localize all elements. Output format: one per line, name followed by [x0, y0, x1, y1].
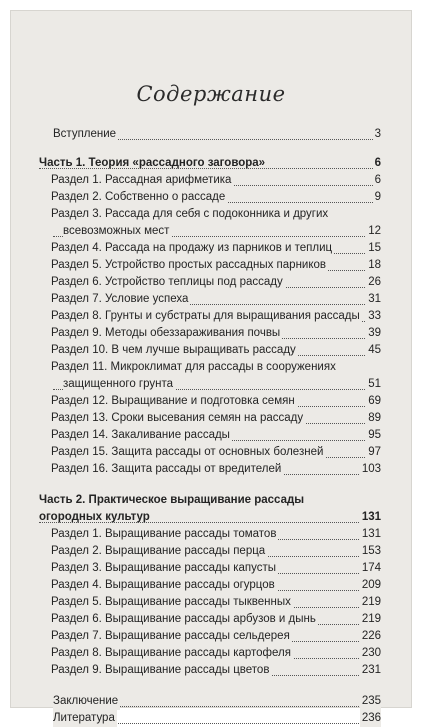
toc-page-number: 3: [373, 126, 381, 143]
toc-entry-title: Раздел 11. Микроклимат для рассады в сооружениях: [51, 361, 336, 373]
toc-page-number: 219: [360, 594, 381, 611]
toc-entry: [39, 645, 381, 662]
toc-entry: [39, 526, 381, 543]
toc-entry: [39, 342, 381, 359]
toc-page-number: 219: [360, 611, 381, 628]
toc-entry: [39, 444, 381, 461]
toc-entry: [39, 172, 381, 189]
toc-entry: [39, 560, 381, 577]
toc-entry-title: Вступление: [53, 126, 118, 143]
toc-entry: [39, 291, 381, 308]
toc-entry-title: Раздел 16. Защита рассады от вредителей: [51, 461, 283, 478]
toc-entry-title: Раздел 1. Рассадная арифметика: [51, 172, 233, 189]
toc-page-number: 153: [360, 543, 381, 560]
toc-part-1-heading: [39, 155, 381, 172]
toc-entry: [39, 325, 381, 342]
toc-entry-title: Раздел 7. Условие успеха: [51, 291, 190, 308]
toc-entry: [39, 611, 381, 628]
toc-entry-title: Раздел 9. Методы обеззараживания почвы: [51, 325, 282, 342]
toc-entry-title: Раздел 13. Сроки высевания семян на рассаду: [51, 410, 305, 427]
toc-entry: [39, 410, 381, 427]
toc-entry-title: Раздел 4. Выращивание рассады огурцов: [51, 577, 277, 594]
toc-entry-title: Раздел 6. Устройство теплицы под рассаду: [51, 274, 285, 291]
toc-entry-title: Раздел 6. Выращивание рассады арбузов и дынь: [51, 611, 318, 628]
toc-entry-title: Раздел 3. Выращивание рассады капусты: [51, 560, 278, 577]
toc-page-number: 6: [373, 172, 381, 189]
toc-page-number: 230: [360, 645, 381, 662]
toc-entry-title: Раздел 3. Рассада для себя с подоконника и других: [51, 208, 329, 220]
toc-entry-literature: [39, 710, 381, 727]
toc-entry: [39, 594, 381, 611]
toc-entry-title: Раздел 4. Рассада на продажу из парников и теплиц: [51, 240, 334, 257]
dot-leader: [39, 168, 381, 169]
toc-page-number: 89: [366, 410, 381, 427]
toc-entry-title: Раздел 2. Собственно о рассаде: [51, 189, 227, 206]
toc-page-number: 33: [366, 308, 381, 325]
toc-entry-continuation: [39, 376, 381, 393]
toc-entry-title-cont: защищенного грунта: [63, 376, 175, 393]
toc-entry: [39, 461, 381, 478]
toc-page-number: 9: [373, 189, 381, 206]
dot-leader: [39, 522, 381, 523]
toc-entry-title-cont: всевозможных мест: [63, 223, 171, 240]
page-title: Содержание: [136, 82, 286, 106]
toc-page-number: 31: [366, 291, 381, 308]
toc-entry: [39, 240, 381, 257]
toc-page-number: 226: [360, 628, 381, 645]
toc-entry-title: Раздел 7. Выращивание рассады сельдерея: [51, 628, 292, 645]
table-of-contents: [39, 126, 381, 727]
toc-page-number: 174: [360, 560, 381, 577]
toc-page-number: 131: [360, 509, 381, 526]
toc-entry-title: Раздел 10. В чем лучше выращивать рассаду: [51, 342, 298, 359]
toc-entry: [39, 359, 381, 376]
toc-page-number: 12: [366, 223, 381, 240]
toc-entry-intro: [39, 126, 381, 143]
book-page: [10, 10, 412, 724]
toc-entry-continuation: [39, 223, 381, 240]
toc-entry-conclusion: [39, 693, 381, 710]
toc-page-number: 69: [366, 393, 381, 410]
toc-page-number: 39: [366, 325, 381, 342]
toc-entry-title: Раздел 8. Грунты и субстраты для выращивания рассады: [51, 308, 362, 325]
toc-page-number: 236: [360, 710, 381, 727]
toc-entry: [39, 543, 381, 560]
toc-part-title: Часть 1. Теория «рассадного заговора»: [39, 157, 266, 169]
toc-page-number: 209: [360, 577, 381, 594]
toc-entry-title: Раздел 8. Выращивание рассады картофеля: [51, 645, 293, 662]
toc-entry: [39, 274, 381, 291]
toc-page-number: 131: [360, 526, 381, 543]
toc-page-number: 15: [366, 240, 381, 257]
toc-entry-title: Литература: [53, 710, 117, 727]
toc-entry: [39, 577, 381, 594]
toc-entry-title: Раздел 12. Выращивание и подготовка семян: [51, 393, 297, 410]
toc-part-2-heading: [39, 492, 381, 509]
toc-page-number: 103: [360, 461, 381, 478]
toc-page-number: 18: [366, 257, 381, 274]
toc-entry-title: Заключение: [53, 693, 120, 710]
toc-entry: [39, 308, 381, 325]
toc-entry-title: Раздел 14. Закаливание рассады: [51, 427, 232, 444]
toc-entry: [39, 662, 381, 679]
toc-page-number: 26: [366, 274, 381, 291]
toc-entry: [39, 206, 381, 223]
toc-entry: [39, 257, 381, 274]
toc-page-number: 45: [366, 342, 381, 359]
toc-entry: [39, 393, 381, 410]
toc-entry-title: Раздел 2. Выращивание рассады перца: [51, 543, 267, 560]
toc-entry-title: Раздел 9. Выращивание рассады цветов: [51, 662, 271, 679]
toc-entry: [39, 427, 381, 444]
toc-part-title-cont: огородных культур: [39, 511, 150, 523]
toc-page-number: 235: [360, 693, 381, 710]
toc-page-number: 51: [366, 376, 381, 393]
toc-entry-title: Раздел 5. Устройство простых рассадных парников: [51, 257, 328, 274]
toc-entry-title: Раздел 15. Защита рассады от основных болезней: [51, 444, 325, 461]
toc-part-2-heading-cont: [39, 509, 381, 526]
toc-page-number: 95: [366, 427, 381, 444]
toc-page-number: 231: [360, 662, 381, 679]
toc-page-number: 97: [366, 444, 381, 461]
toc-page-number: 6: [373, 155, 381, 172]
toc-entry: [39, 189, 381, 206]
toc-entry-title: Раздел 1. Выращивание рассады томатов: [51, 526, 278, 543]
toc-entry: [39, 628, 381, 645]
toc-part-title: Часть 2. Практическое выращивание рассады: [39, 494, 305, 506]
toc-entry-title: Раздел 5. Выращивание рассады тыквенных: [51, 594, 293, 611]
